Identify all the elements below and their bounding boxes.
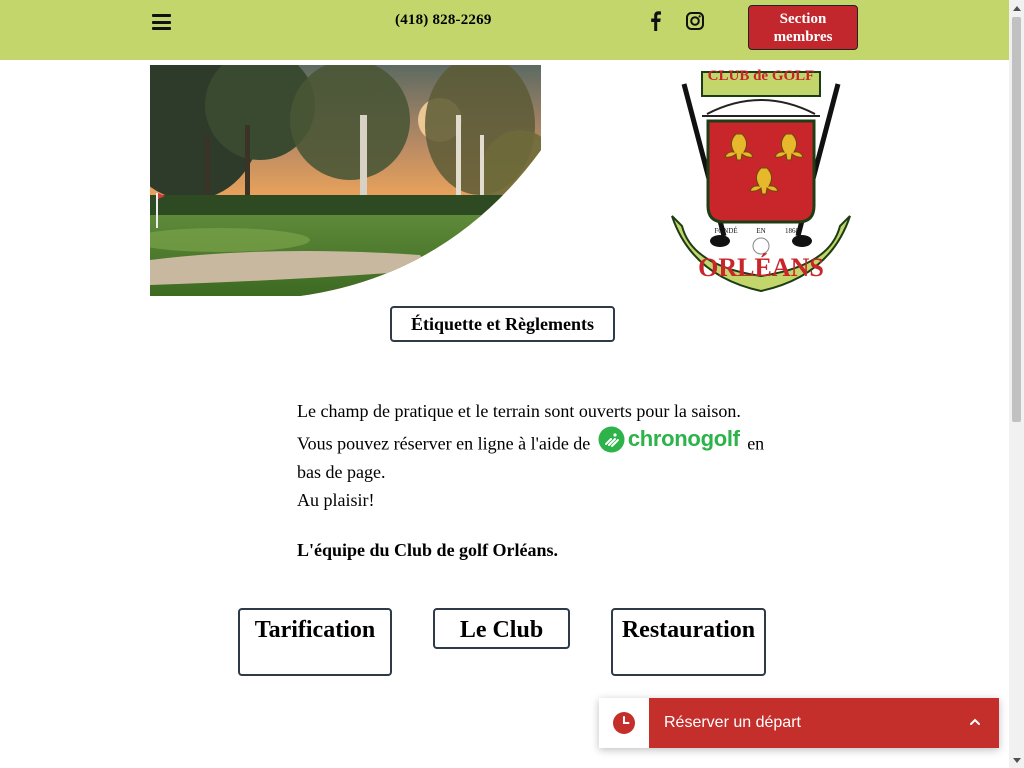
facebook-icon[interactable] [644, 10, 666, 32]
announcement-line-3: Au plaisir! [297, 489, 375, 510]
scroll-down-arrow-icon[interactable] [1009, 753, 1024, 768]
clock-icon [599, 698, 649, 748]
announcement-line-2-start: Vous pouvez réserver en ligne à l'aide de [297, 433, 591, 454]
tarification-button[interactable]: Tarification [238, 608, 392, 676]
chronogolf-icon [598, 426, 625, 453]
club-logo [662, 66, 860, 296]
chronogolf-wordmark: chronogolf [627, 426, 740, 451]
logo-name: ORLÉANS [698, 253, 824, 282]
phone-number[interactable]: (418) 828-2269 [395, 12, 492, 28]
logo-en: EN [756, 227, 766, 235]
vertical-scrollbar[interactable] [1009, 0, 1024, 768]
top-bar [0, 0, 1009, 60]
announcement-text [297, 397, 787, 564]
chevron-up-icon[interactable] [969, 715, 981, 733]
reserve-bar[interactable] [649, 698, 999, 748]
reserve-tee-time-widget[interactable] [599, 698, 999, 748]
announcement-line-1: Le champ de pratique et le terrain sont ouverts pour la saison. [297, 401, 741, 421]
instagram-icon[interactable] [684, 10, 706, 32]
members-section-button[interactable]: Section membres [748, 5, 858, 50]
logo-fonde: FONDÉ [714, 227, 738, 235]
etiquette-rules-button[interactable]: Étiquette et Règlements [390, 306, 615, 342]
chronogolf-logo[interactable] [598, 425, 740, 453]
reserve-label: Réserver un départ [664, 714, 801, 731]
scrollbar-thumb[interactable] [1012, 17, 1021, 422]
scroll-up-arrow-icon[interactable] [1009, 0, 1024, 15]
announcement-signature: L'équipe du Club de golf Orléans. [297, 539, 559, 560]
announcement-line-2 [297, 425, 787, 486]
logo-top-text: CLUB de GOLF [707, 68, 815, 84]
hero-golf-course-image [150, 65, 541, 296]
le-club-button[interactable]: Le Club [433, 608, 570, 649]
restauration-button[interactable]: Restauration [611, 608, 766, 676]
announcement-line-2-end: en bas de page. [297, 433, 765, 482]
logo-year: 1868 [785, 227, 799, 235]
hamburger-menu-icon[interactable] [152, 14, 171, 30]
